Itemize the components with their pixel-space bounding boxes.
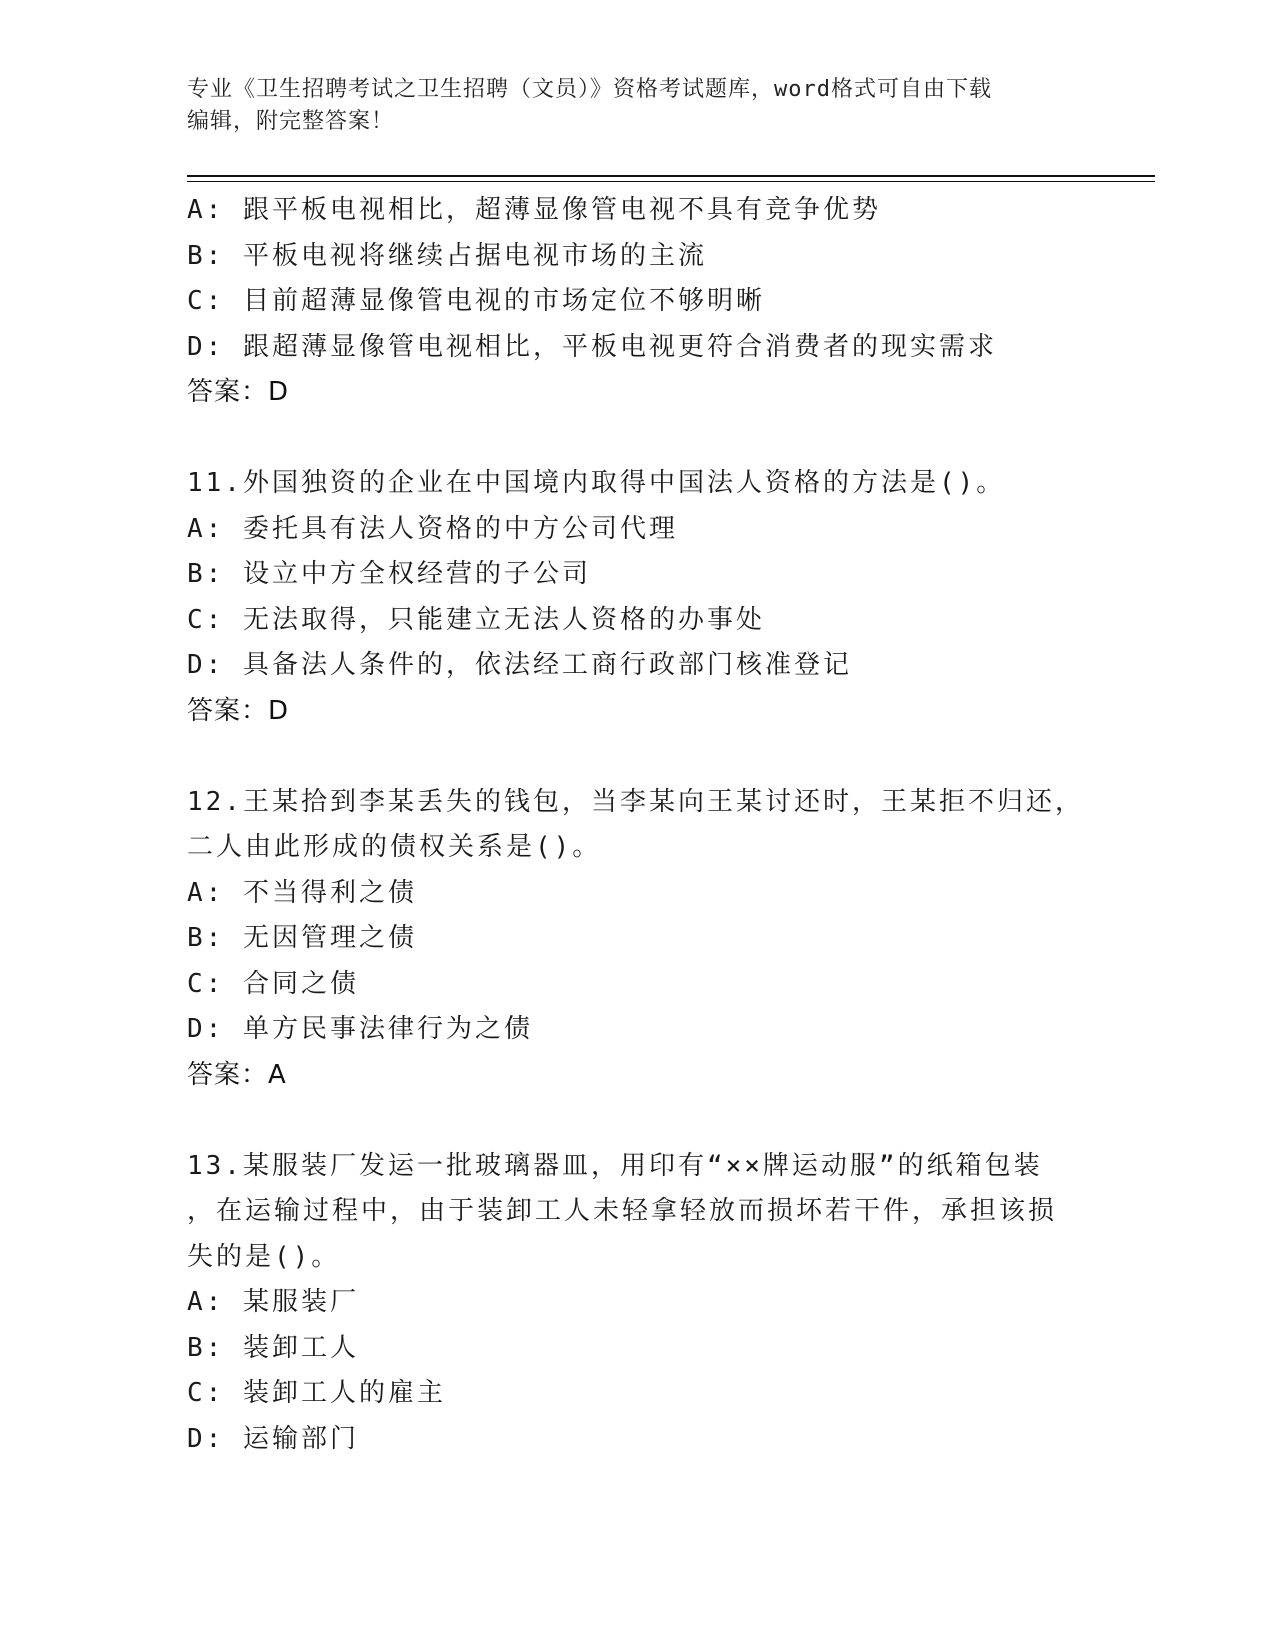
option-d: D: 运输部门 [187, 1423, 359, 1454]
document-header [187, 74, 1077, 138]
question-list [187, 188, 1107, 1462]
option-a: A: 跟平板电视相比，超薄显像管电视不具有竞争优势 [187, 195, 881, 225]
spacer [187, 734, 1107, 780]
option-b: B: 装卸工人 [187, 1332, 359, 1363]
option-a: A: 不当得利之债 [187, 877, 417, 908]
option-a: A: 某服装厂 [187, 1287, 359, 1317]
answer-line: 答案：D [187, 695, 290, 726]
question-block-12 [187, 780, 1107, 1099]
option-d: D: 跟超薄显像管电视相比，平板电视更符合消费者的现实需求 [187, 331, 997, 362]
option-c: C: 目前超薄显像管电视的市场定位不够明晰 [187, 286, 765, 316]
question-stem: 12.王某拾到李某丢失的钱包，当李某向王某讨还时，王某拒不归还， [187, 786, 1084, 817]
spacer [187, 416, 1107, 462]
question-block-previous [187, 188, 1107, 416]
option-d: D: 单方民事法律行为之债 [187, 1014, 533, 1044]
option-a: A: 委托具有法人资格的中方公司代理 [187, 513, 678, 544]
header-line-1: 专业《卫生招聘考试之卫生招聘（文员）》资格考试题库，word格式可自由下载 [187, 77, 992, 102]
answer-line: 答案：D [187, 377, 290, 407]
option-b: B: 设立中方全权经营的子公司 [187, 559, 591, 589]
answer-line: 答案：A [187, 1059, 287, 1090]
option-b: B: 平板电视将继续占据电视市场的主流 [187, 240, 707, 271]
question-stem: 11.外国独资的企业在中国境内取得中国法人资格的方法是()。 [187, 468, 1006, 498]
option-c: C: 无法取得，只能建立无法人资格的办事处 [187, 604, 765, 635]
question-stem: 失的是()。 [187, 1241, 341, 1272]
header-rule-thin [187, 181, 1155, 182]
option-c: C: 装卸工人的雇主 [187, 1378, 446, 1408]
question-block-13 [187, 1144, 1107, 1463]
question-stem: 13.某服装厂发运一批玻璃器皿，用印有“××牌运动服”的纸箱包装 [187, 1150, 1043, 1181]
question-stem: 二人由此形成的债权关系是()。 [187, 832, 602, 862]
header-line-2: 编辑，附完整答案！ [187, 109, 395, 134]
question-stem: ，在运输过程中，由于装卸工人未轻拿轻放而损坏若干件，承担该损 [187, 1196, 1058, 1226]
question-block-11 [187, 461, 1107, 734]
spacer [187, 1098, 1107, 1144]
option-c: C: 合同之债 [187, 968, 359, 999]
option-b: B: 无因管理之债 [187, 923, 417, 953]
option-d: D: 具备法人条件的，依法经工商行政部门核准登记 [187, 650, 852, 680]
header-rule-thick [187, 175, 1155, 177]
